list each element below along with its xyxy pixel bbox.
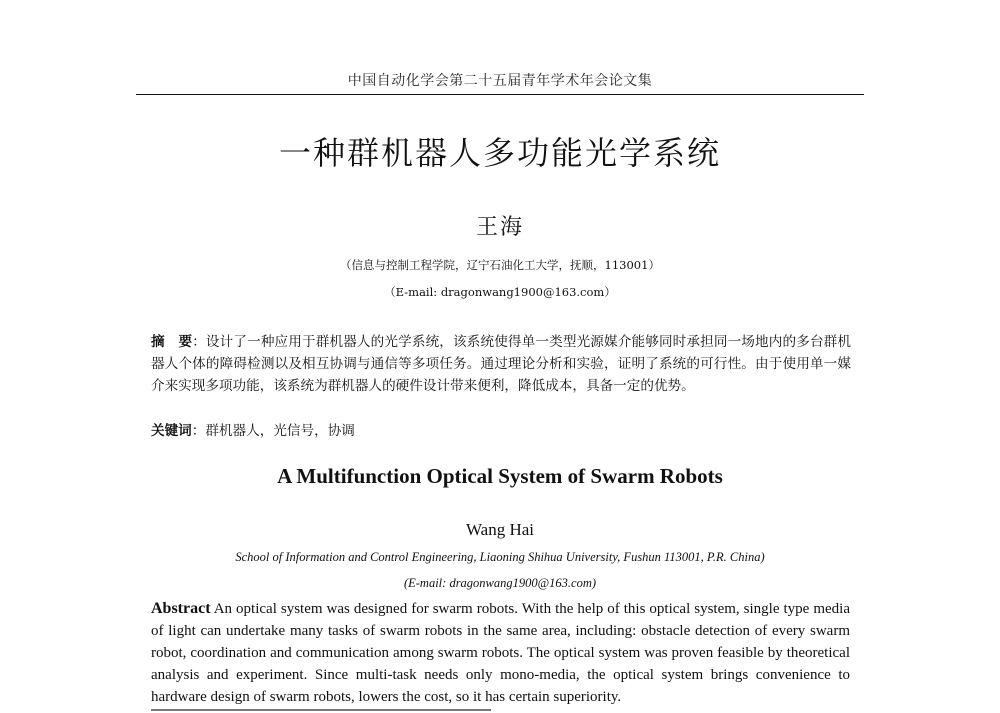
- chinese-title: 一种群机器人多功能光学系统: [278, 134, 721, 172]
- english-abstract-text: An optical system was designed for swarm robots. With the help of this optical system, single type media of light can undertake many tasks of swarm robots in the same area, including: obstacle detection of every swarm robot, coordination and communication among swarm robots. The optical system was proven feasible by theoretical analysis and experiment. Since multi-task needs only mono-media, the optical system brings convenience to hardware design of swarm robots, lowers the cost, so it has certain superiority.: [151, 601, 850, 705]
- english-abstract: [151, 598, 850, 708]
- chinese-abstract-text: ：设计了一种应用于群机器人的光学系统，该系统使得单一类型光源媒介能够同时承担同一场地内的多台群机器人个体的障碍检测以及相互协调与通信等多项任务。通过理论分析和实验，证明了系统的可行性。由于使用单一媒介来实现多项功能，该系统为群机器人的硬件设计带来便利，降低成本，具备一定的优势。: [151, 334, 851, 394]
- chinese-abstract: [151, 331, 851, 397]
- english-title: A Multifunction Optical System of Swarm Robots: [277, 464, 723, 488]
- english-author: Wang Hai: [465, 520, 535, 539]
- chinese-affiliation: （信息与控制工程学院，辽宁石油化工大学，抚顺，113001）: [340, 258, 660, 272]
- chinese-keywords-label: 关键词: [151, 423, 192, 439]
- cut-off-next-line: [151, 705, 491, 713]
- english-abstract-label: Abstract: [151, 600, 211, 617]
- chinese-keywords: [151, 420, 851, 442]
- english-affiliation: School of Information and Control Engineering, Liaoning Shihua University, Fushun 113001, P.R. China): [235, 550, 765, 564]
- chinese-email: （E-mail: dragonwang1900@163.com）: [384, 285, 616, 299]
- english-email: (E-mail: dragonwang1900@163.com): [403, 576, 597, 590]
- chinese-author: 王海: [475, 215, 524, 240]
- running-header: 中国自动化学会第二十五届青年学术年会论文集: [136, 70, 864, 95]
- chinese-abstract-label: 摘 要: [151, 334, 193, 350]
- chinese-keywords-text: ：群机器人，光信号，协调: [191, 423, 355, 439]
